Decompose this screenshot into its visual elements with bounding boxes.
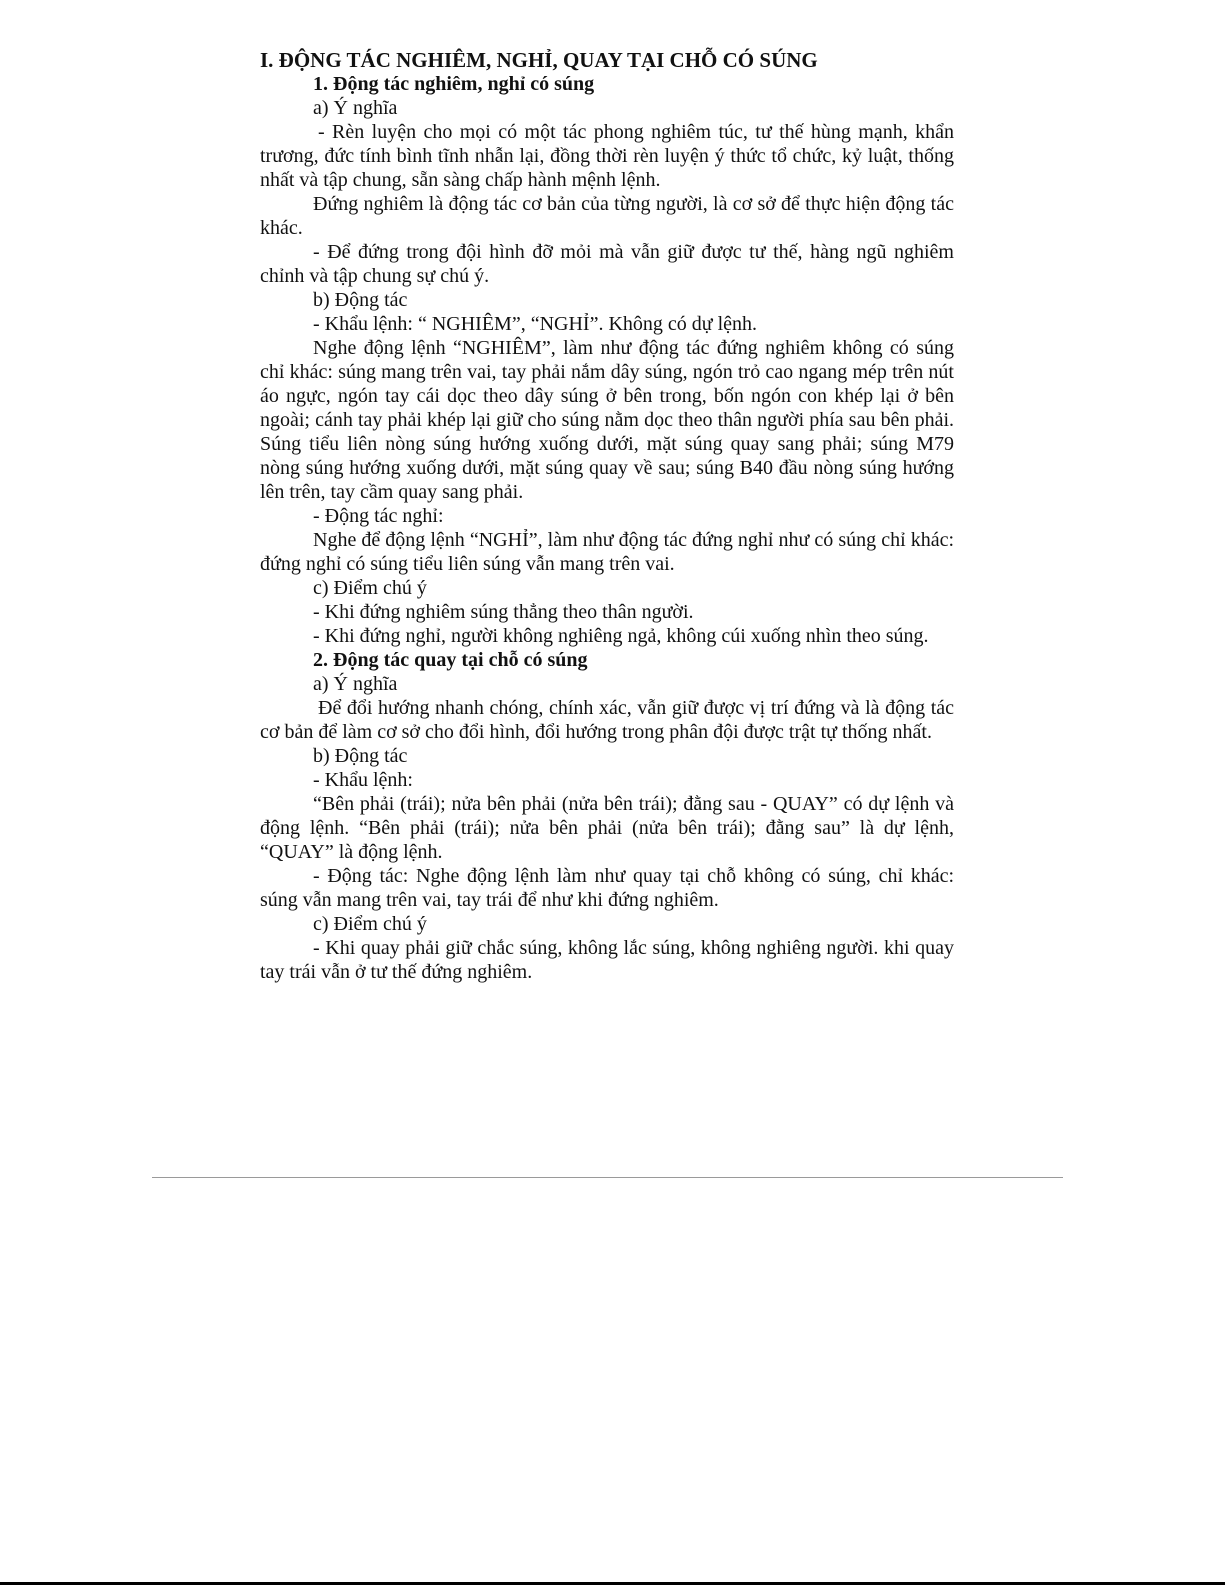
section1-c-paragraph-2: - Khi đứng nghỉ, người không nghiêng ngả, không cúi xuống nhìn theo súng. — [313, 625, 929, 647]
section1-b-paragraph-1: - Khẩu lệnh: “ NGHIÊM”, “NGHỈ”. Không có dự lệnh. — [313, 313, 758, 335]
section2-b-paragraph-2: “Bên phải (trái); nửa bên phải (nửa bên trái); đằng sau - QUAY” có dự lệnh và động lệnh. “Bên phải (trái); nửa bên phải (nửa bên trái); đằng sau” là dự lệnh, “QUAY” là động lệnh. — [260, 793, 954, 863]
section1-a-paragraph-3: - Để đứng trong đội hình đỡ mỏi mà vẫn giữ được tư thế, hàng ngũ nghiêm chỉnh và tập chung sự chú ý. — [260, 241, 954, 287]
section1-b-paragraph-4: Nghe để động lệnh “NGHỈ”, làm như động tác đứng nghỉ như có súng chỉ khác: đứng nghỉ có súng tiểu liên súng vẫn mang trên vai. — [260, 529, 954, 575]
section2-b-label: b) Động tác — [313, 745, 408, 767]
section1-a-label: a) Ý nghĩa — [313, 97, 398, 119]
section1-b-paragraph-3: - Động tác nghỉ: — [313, 505, 444, 527]
document-title: I. ĐỘNG TÁC NGHIÊM, NGHỈ, QUAY TẠI CHỖ CÓ SÚNG — [260, 48, 818, 72]
section2-c-label: c) Điểm chú ý — [313, 913, 427, 935]
section1-heading: 1. Động tác nghiêm, nghỉ có súng — [313, 73, 595, 95]
section2-b-paragraph-3: - Động tác: Nghe động lệnh làm như quay tại chỗ không có súng, chỉ khác: súng vẫn mang trên vai, tay trái để như khi đứng nghiêm. — [260, 865, 954, 911]
document-body — [260, 48, 954, 984]
section1-c-label: c) Điểm chú ý — [313, 577, 427, 599]
section2-c-paragraph-1: - Khi quay phải giữ chắc súng, không lắc súng, không nghiêng người. khi quay tay trái vẫn ở tư thế đứng nghiêm. — [260, 937, 954, 983]
section2-b-paragraph-1: - Khẩu lệnh: — [313, 769, 413, 791]
section1-c-paragraph-1: - Khi đứng nghiêm súng thẳng theo thân người. — [313, 601, 694, 623]
section2-a-label: a) Ý nghĩa — [313, 673, 398, 695]
section1-a-paragraph-1: - Rèn luyện cho mọi có một tác phong nghiêm túc, tư thế hùng mạnh, khẩn trương, đức tính bình tĩnh nhẫn lại, đồng thời rèn luyện ý thức tổ chức, kỷ luật, thống nhất và tập chung, sẵn sàng chấp hành mệnh lệnh. — [260, 121, 954, 191]
section1-a-paragraph-2: Đứng nghiêm là động tác cơ bản của từng người, là cơ sở để thực hiện động tác khác. — [260, 193, 954, 239]
section2-a-paragraph-1: Để đổi hướng nhanh chóng, chính xác, vẫn giữ được vị trí đứng và là động tác cơ bản để làm cơ sở cho đổi hình, đổi hướng trong phân đội được trật tự thống nhất. — [260, 697, 954, 743]
section2-heading: 2. Động tác quay tại chỗ có súng — [313, 649, 588, 671]
section1-b-paragraph-2: Nghe động lệnh “NGHIÊM”, làm như động tác đứng nghiêm không có súng chỉ khác: súng mang trên vai, tay phải nắm dây súng, ngón trỏ cao ngang mép trên nút áo ngực, ngón tay cái dọc theo dây súng ở bên trong, bốn ngón con khép lại ở bên ngoài; cánh tay phải khép lại giữ cho súng nằm dọc theo thân người phía sau bên phải. Súng tiểu liên nòng súng hướng xuống dưới, mặt súng quay sang phải; súng M79 nòng súng hướng xuống dưới, mặt súng quay về sau; súng B40 đầu nòng súng hướng lên trên, tay cầm quay sang phải. — [260, 337, 954, 503]
page-divider — [152, 1177, 1063, 1178]
section1-b-label: b) Động tác — [313, 289, 408, 311]
